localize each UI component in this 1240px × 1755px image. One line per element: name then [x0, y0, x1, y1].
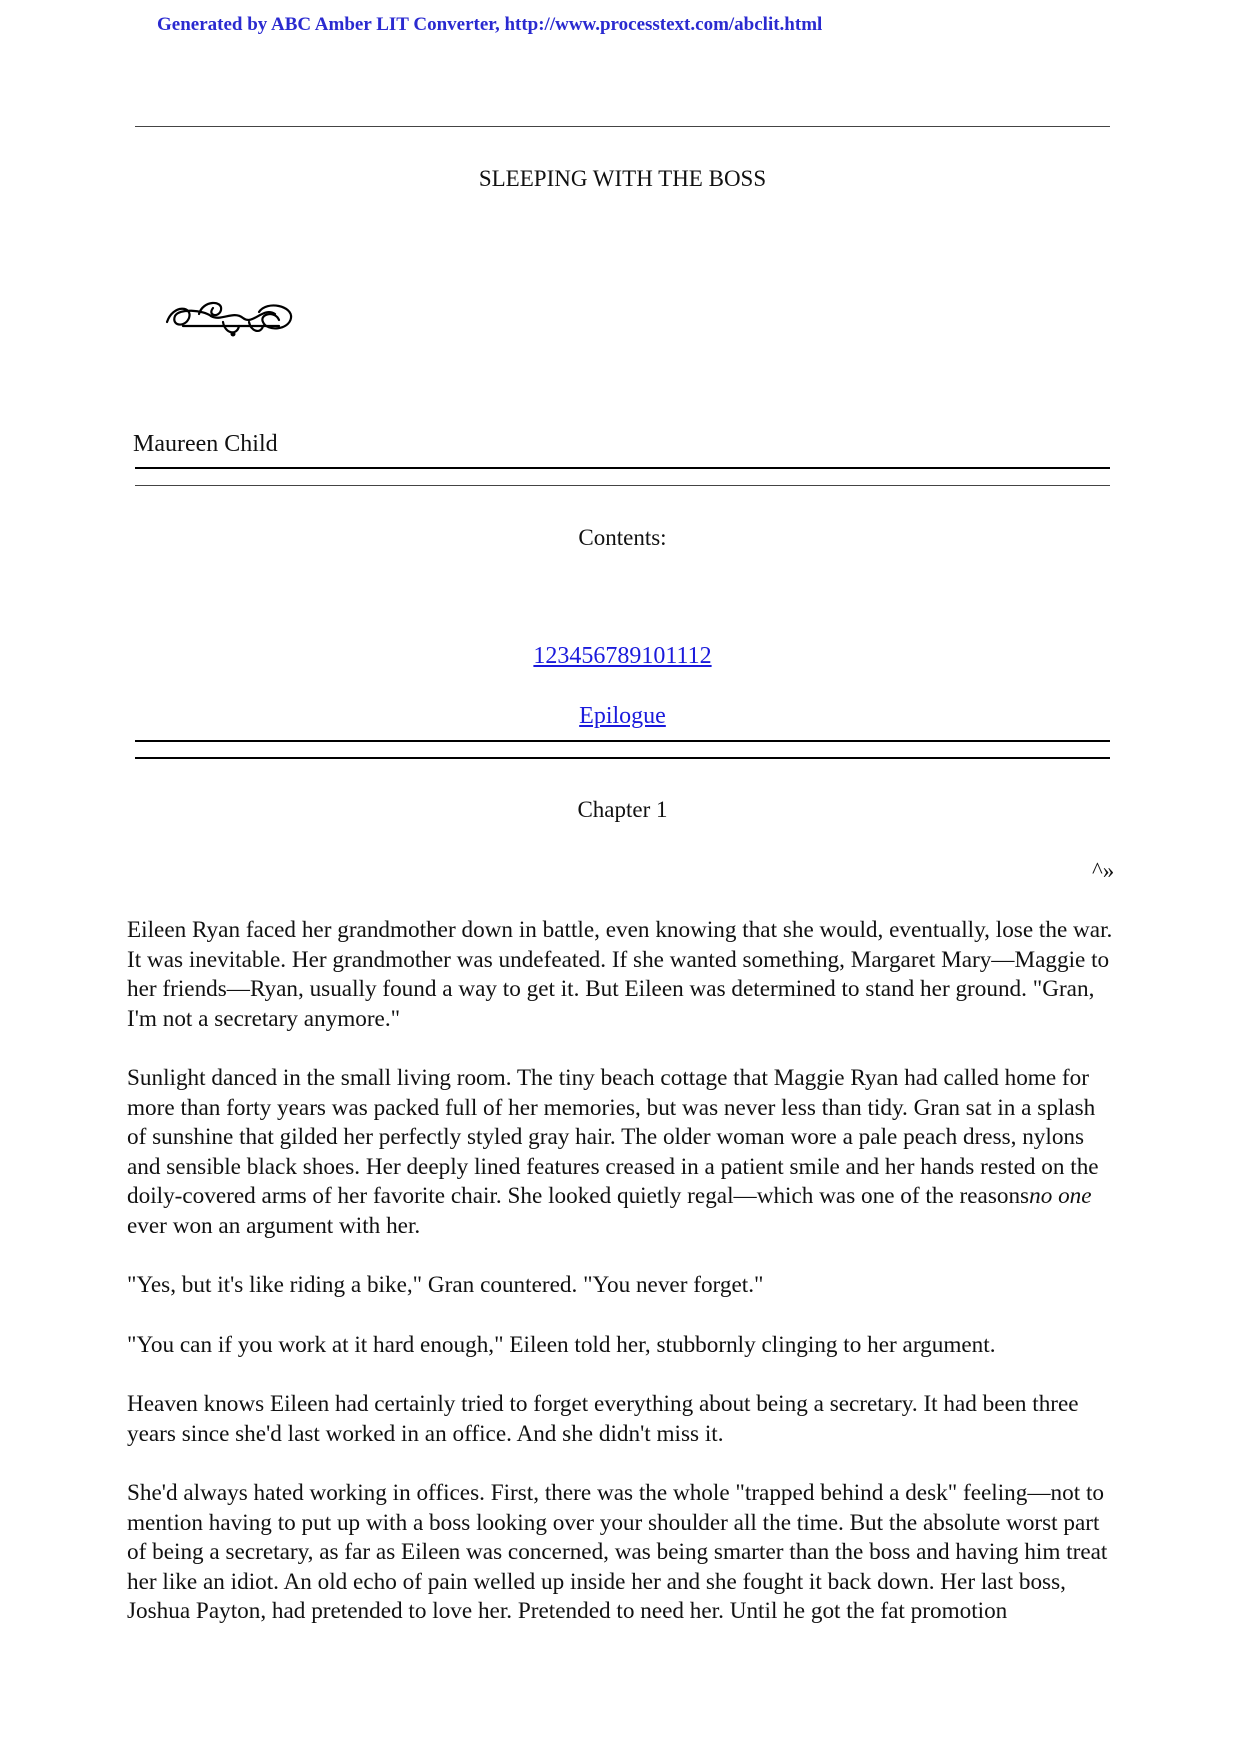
- top-nav-link[interactable]: ^»: [1092, 858, 1115, 883]
- chapter-body: [127, 916, 1120, 1657]
- toc-epilogue: [135, 703, 1110, 730]
- paragraph-text: Sunlight danced in the small living room. The tiny beach cottage that Maggie Ryan had called home for more than forty years was packed full of her memories, but was never less than tidy. Gran sat in a splash of sunshine that gilded her perfectly styled gray hair. The older woman wore a pale peach dress, nylons and sensible black shoes. Her deeply lined features creased in a patient smile and her hands rested on the doily-covered arms of her favorite chair. She looked quietly regal—which was one of the reasons: [127, 1065, 1099, 1209]
- paragraph: She'd always hated working in offices. First, there was the whole "trapped behind a desk" feeling—not to mention having to put up with a boss looking over your shoulder all the time. But the absolute worst part of being a secretary, as far as Eileen was concerned, was being smarter than the boss and having him treat her like an idiot. An old echo of pain welled up inside her and she fought it back down. Her last boss, Joshua Payton, had pretended to love her. Pretended to need her. Until he got the fat promotion: [127, 1480, 1108, 1624]
- divider: [135, 126, 1110, 127]
- contents-heading: Contents:: [578, 525, 667, 550]
- toc-link-epilogue[interactable]: Epilogue: [579, 703, 666, 729]
- divider: [135, 757, 1110, 759]
- emphasis-text: no one: [1029, 1183, 1092, 1209]
- chapter-heading: Chapter 1: [577, 797, 668, 822]
- divider: [135, 485, 1110, 486]
- paragraph: "You can if you work at it hard enough," Eileen told her, stubbornly clinging to her argument.: [127, 1331, 996, 1358]
- converter-banner: Generated by ABC Amber LIT Converter, http://www.processtext.com/abclit.html: [157, 14, 823, 35]
- paragraph: Eileen Ryan faced her grandmother down in battle, even knowing that she would, eventually, lose the war. It was inevitable. Her grandmother was undefeated. If she wanted something, Margaret Mary—Maggie to her friends—Ryan, usually found a way to get it. But Eileen was determined to stand her ground. "Gran, I'm not a secretary anymore.": [127, 917, 1113, 1032]
- author-name: Maureen Child: [133, 431, 278, 457]
- paragraph: Heaven knows Eileen had certainly tried to forget everything about being a secretary. It had been three years since she'd last worked in an office. And she didn't miss it.: [127, 1391, 1079, 1447]
- paragraph: [127, 1064, 1120, 1241]
- book-title: SLEEPING WITH THE BOSS: [478, 166, 767, 191]
- paragraph-text: ever won an argument with her.: [127, 1212, 421, 1239]
- toc-chapters: [135, 643, 1110, 670]
- divider: [135, 467, 1110, 469]
- flourish-ornament-icon: [163, 292, 298, 342]
- paragraph: "Yes, but it's like riding a bike," Gran countered. "You never forget.": [127, 1272, 764, 1298]
- divider: [135, 740, 1110, 742]
- toc-link-chapters[interactable]: 123456789101112: [533, 643, 712, 669]
